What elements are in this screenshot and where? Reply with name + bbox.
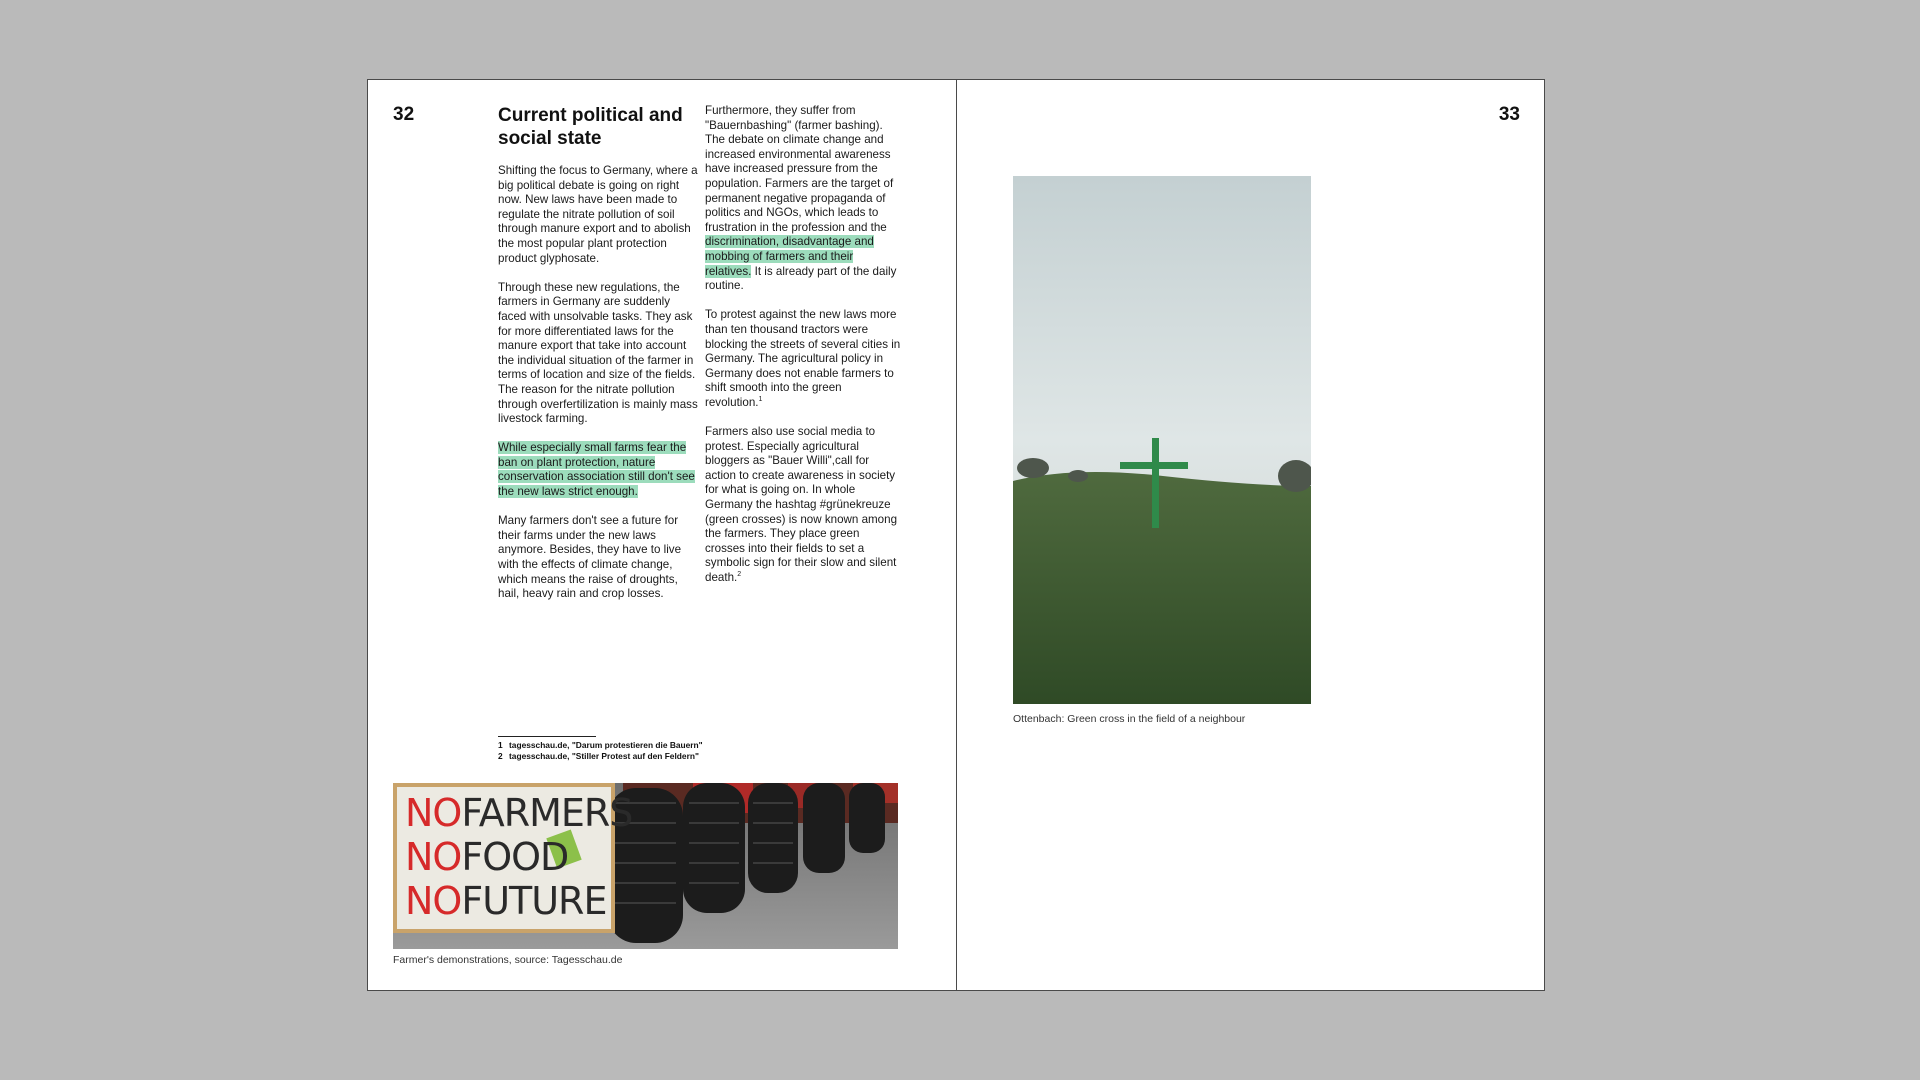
footnotes: [498, 740, 703, 761]
footnote-ref: 1: [758, 396, 763, 404]
paragraph: Farmers also use social media to protest. Especially agricultural bloggers as "Bauer Willi",call for action to create awareness in society for what is going on. In whole Germany the hashtag #grünekreuze (green crosses) is now known among the farmers. They place green crosses into their fields to set a symbolic sign for their slow and silent death.$^2$: [705, 425, 898, 584]
photo-caption: Farmer's demonstrations, source: Tagesschau.de: [393, 954, 623, 966]
page-number-left: 32: [393, 104, 415, 125]
paragraph: Through these new regulations, the farmers in Germany are suddenly faced with unsolvable tasks. They ask for more differentiated laws for the manure export that take into account the individual situation of the farmer in terms of location and size of the fields. The reason for the nitrate pollution through overfertilization is mainly mass livestock farming.: [498, 280, 698, 426]
photo-caption: Ottenbach: Green cross in the field of a neighbour: [1013, 713, 1246, 725]
protest-sign: [405, 791, 633, 923]
book-spread: [367, 79, 1545, 991]
footnote: 2 tagesschau.de, "Stiller Protest auf den Feldern": [498, 750, 699, 761]
green-cross-photo: [1013, 176, 1311, 704]
highlight: discrimination, disadvantage and mobbing of farmers and their relatives.: [705, 235, 874, 278]
text-column-1: [498, 164, 698, 616]
section-heading: Current political and social state: [498, 105, 683, 149]
farmers-protest-photo: [393, 783, 898, 949]
highlight: While especially small farms fear the ban on plant protection, nature conservation association still don't see the new laws strict enough.: [498, 441, 695, 499]
paragraph: To protest against the new laws more than ten thousand tractors were blocking the streets of several cities in Germany. The agricultural policy in Germany does not enable farmers to shift smooth into the green revolution.$^1$: [705, 308, 901, 409]
paragraph: Furthermore, they suffer from "Bauernbashing" (farmer bashing). The debate on climate change and increased environmental awareness have increased pressure from the population. Farmers are the target of permanent negative propaganda of politics and NGOs, which leads to frustration in the profession and the discrimination, disadvantage and mobbing of farmers and their relatives. It is already part of the daily routine.: [705, 104, 897, 293]
paragraph: Shifting the focus to Germany, where a big political debate is going on right now. New laws have been made to regulate the nitrate pollution of soil through manure export and to abolish the most popular plant protection product glyphosate.: [498, 164, 698, 265]
footnote: 1 tagesschau.de, "Darum protestieren die Bauern": [498, 740, 703, 750]
footnote-ref: 2: [737, 571, 742, 579]
footnote-divider: [498, 736, 596, 737]
left-page: [367, 79, 957, 991]
highlighted-paragraph: [498, 441, 698, 499]
page-number-right: 33: [1498, 104, 1520, 125]
sign-line: NOFOOD: [405, 835, 569, 879]
sign-line: NOFARMERS: [405, 791, 633, 835]
text-column-2: [705, 104, 901, 600]
right-page: [956, 79, 1545, 991]
paragraph: Many farmers don't see a future for their farms under the new laws anymore. Besides, they have to live with the effects of climate change, which means the raise of droughts, hail, heavy rain and crop losses.: [498, 514, 682, 601]
sign-line: NOFUTURE: [405, 879, 607, 923]
